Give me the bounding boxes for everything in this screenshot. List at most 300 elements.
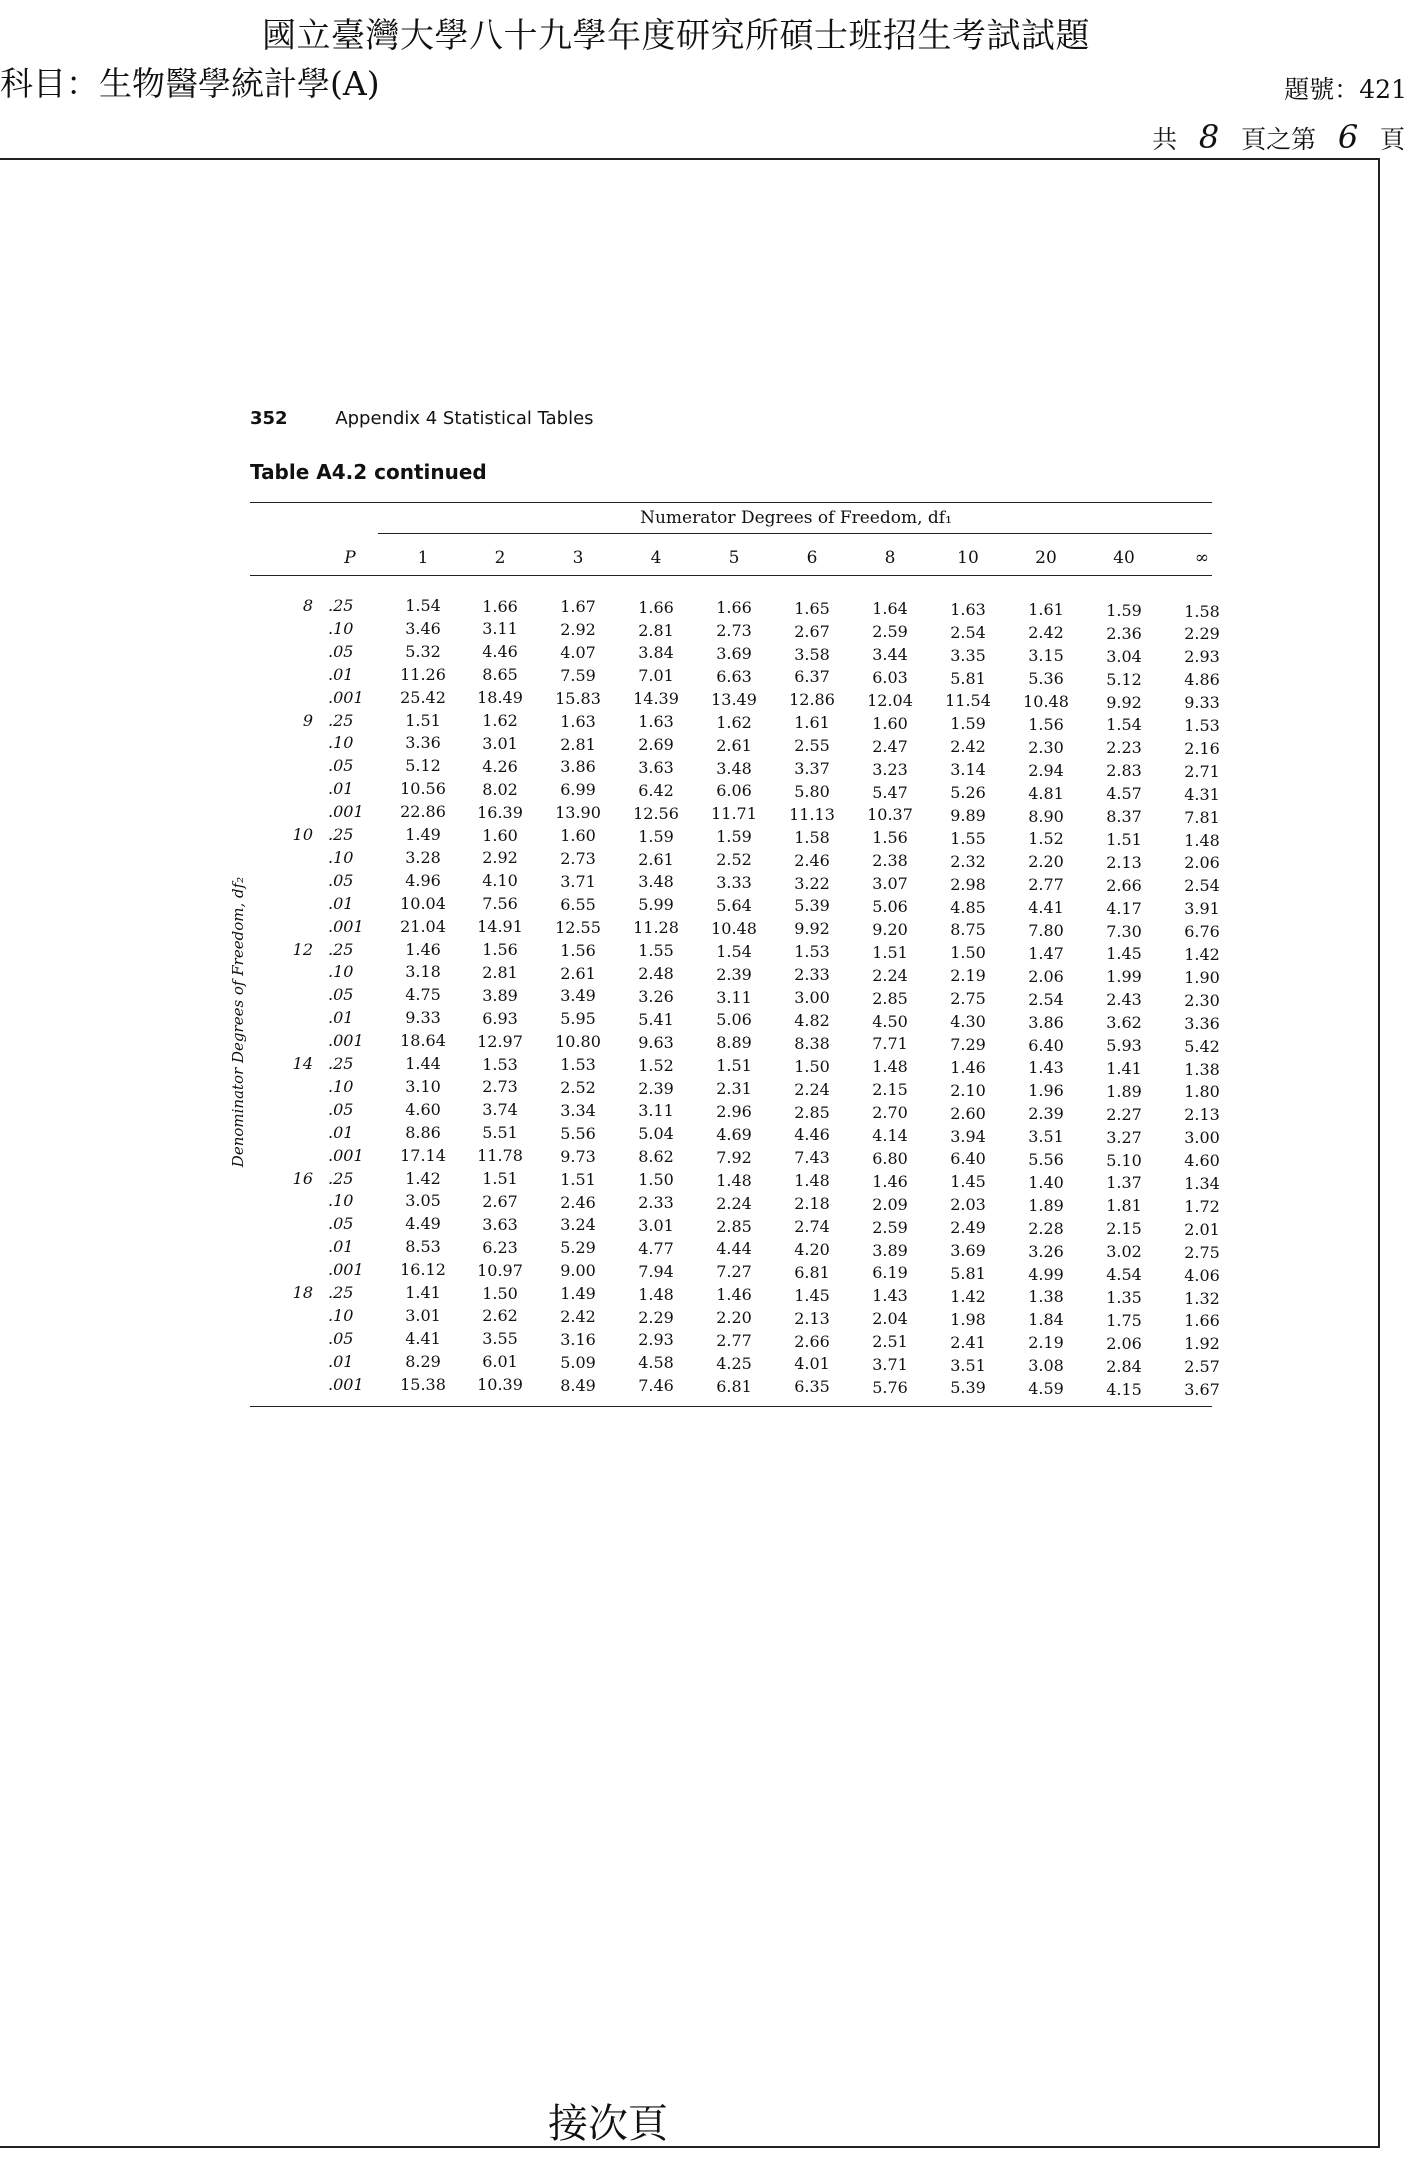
f-value-cell: 2.59 xyxy=(872,622,908,642)
f-value-cell: 2.46 xyxy=(560,1192,596,1212)
f-value-cell: 16.12 xyxy=(400,1260,446,1280)
f-value-cell: 1.66 xyxy=(482,596,518,616)
f-value-cell: 3.51 xyxy=(1028,1127,1064,1147)
f-value-cell: 6.40 xyxy=(1028,1035,1064,1055)
f-value-cell: 11.26 xyxy=(400,664,446,684)
f-value-cell: 5.93 xyxy=(1106,1036,1142,1056)
f-value-cell: 2.03 xyxy=(950,1195,986,1215)
df2-label: 14 xyxy=(292,1054,313,1073)
p-value: .001 xyxy=(328,1260,364,1280)
f-value-cell: 1.66 xyxy=(1184,1311,1220,1331)
f-value-cell: 14.39 xyxy=(633,689,679,709)
f-value-cell: 4.46 xyxy=(482,642,518,662)
f-value-cell: 2.13 xyxy=(1184,1105,1220,1125)
table-bottom-rule xyxy=(250,1406,1212,1407)
f-value-cell: 6.06 xyxy=(716,781,752,801)
f-value-cell: 4.99 xyxy=(1028,1264,1064,1284)
f-value-cell: 6.81 xyxy=(716,1376,752,1396)
f-value-cell: 1.56 xyxy=(560,940,596,960)
f-value-cell: 2.61 xyxy=(716,735,752,755)
f-value-cell: 4.82 xyxy=(794,1010,830,1030)
f-value-cell: 1.41 xyxy=(1106,1058,1142,1078)
numerator-spanner: Numerator Degrees of Freedom, df₁ xyxy=(640,508,952,528)
f-value-cell: 1.66 xyxy=(716,598,752,618)
f-value-cell: 1.58 xyxy=(794,827,830,847)
f-value-cell: 2.27 xyxy=(1106,1104,1142,1124)
f-value-cell: 1.48 xyxy=(794,1171,830,1191)
f-value-cell: 1.89 xyxy=(1028,1195,1064,1215)
f-value-cell: 2.48 xyxy=(638,964,674,984)
f-value-cell: 3.86 xyxy=(560,757,596,777)
f-value-cell: 2.81 xyxy=(482,962,518,982)
f-value-cell: 25.42 xyxy=(400,687,446,707)
column-header-df1: 40 xyxy=(1113,548,1135,568)
f-value-cell: 2.49 xyxy=(950,1218,986,1238)
f-value-cell: 17.14 xyxy=(400,1145,446,1165)
f-value-cell: 2.04 xyxy=(872,1309,908,1329)
f-value-cell: 1.51 xyxy=(560,1169,596,1189)
f-value-cell: 3.01 xyxy=(638,1215,674,1235)
f-value-cell: 1.81 xyxy=(1106,1196,1142,1216)
f-value-cell: 3.24 xyxy=(560,1215,596,1235)
p-value: .25 xyxy=(328,1168,354,1188)
f-value-cell: 2.94 xyxy=(1028,760,1064,780)
f-value-cell: 3.84 xyxy=(638,643,674,663)
f-value-cell: 4.30 xyxy=(950,1012,986,1032)
f-value-cell: 1.59 xyxy=(1106,600,1142,620)
page-info xyxy=(1152,118,1405,156)
f-value-cell: 10.80 xyxy=(555,1032,601,1052)
f-value-cell: 13.90 xyxy=(555,803,601,823)
f-value-cell: 9.20 xyxy=(872,919,908,939)
p-value: .05 xyxy=(328,870,354,890)
p-value: .001 xyxy=(328,1145,364,1165)
f-value-cell: 1.54 xyxy=(405,596,441,615)
f-value-cell: 1.51 xyxy=(1106,829,1142,849)
f-value-cell: 2.20 xyxy=(716,1308,752,1328)
f-value-cell: 1.72 xyxy=(1184,1196,1220,1216)
f-value-cell: 7.59 xyxy=(560,665,596,685)
f-value-cell: 7.01 xyxy=(638,666,674,686)
f-value-cell: 1.48 xyxy=(638,1284,674,1304)
f-value-cell: 22.86 xyxy=(400,802,446,822)
f-value-cell: 5.99 xyxy=(638,895,674,915)
f-value-cell: 4.14 xyxy=(872,1126,908,1145)
column-header-df1: 6 xyxy=(806,548,818,568)
f-value-cell: 3.01 xyxy=(482,733,518,753)
f-value-cell: 4.77 xyxy=(638,1238,674,1258)
f-value-cell: 3.23 xyxy=(872,759,908,779)
f-value-cell: 1.51 xyxy=(872,942,908,962)
f-value-cell: 6.37 xyxy=(794,667,830,687)
f-value-cell: 3.74 xyxy=(482,1100,518,1120)
f-value-cell: 4.10 xyxy=(482,871,518,891)
f-value-cell: 3.63 xyxy=(638,757,674,777)
book-running-title: Appendix 4 Statistical Tables xyxy=(335,408,594,429)
f-value-cell: 16.39 xyxy=(477,802,523,822)
f-value-cell: 2.24 xyxy=(872,965,908,985)
table-top-rule xyxy=(250,502,1212,503)
column-header-df1: 1 xyxy=(417,548,429,568)
f-value-cell: 6.03 xyxy=(872,668,908,687)
f-value-cell: 2.93 xyxy=(1184,647,1220,667)
f-value-cell: 15.83 xyxy=(555,688,601,708)
f-value-cell: 8.86 xyxy=(405,1122,441,1142)
f-value-cell: 6.81 xyxy=(794,1262,830,1282)
f-value-cell: 1.51 xyxy=(405,710,441,730)
f-value-cell: 1.52 xyxy=(1028,829,1064,849)
f-value-cell: 5.39 xyxy=(794,896,830,916)
f-value-cell: 5.32 xyxy=(405,641,441,661)
f-value-cell: 1.96 xyxy=(1028,1081,1064,1101)
f-value-cell: 1.54 xyxy=(1106,715,1142,735)
f-value-cell: 1.42 xyxy=(1184,945,1220,964)
f-value-cell: 1.56 xyxy=(1028,714,1064,734)
f-value-cell: 1.60 xyxy=(560,826,596,846)
f-value-cell: 8.38 xyxy=(794,1033,830,1053)
f-value-cell: 4.25 xyxy=(716,1353,752,1373)
f-value-cell: 11.54 xyxy=(945,691,991,711)
f-value-cell: 5.56 xyxy=(560,1123,596,1143)
f-value-cell: 7.81 xyxy=(1184,807,1220,827)
p-value: .10 xyxy=(328,1076,354,1096)
f-value-cell: 5.76 xyxy=(872,1377,908,1397)
f-value-cell: 2.41 xyxy=(950,1332,986,1352)
f-value-cell: 2.32 xyxy=(950,851,986,871)
f-value-cell: 8.49 xyxy=(560,1375,596,1395)
f-value-cell: 3.67 xyxy=(1184,1380,1220,1400)
f-value-cell: 5.06 xyxy=(716,1010,752,1030)
f-value-cell: 11.71 xyxy=(711,804,757,824)
f-value-cell: 1.50 xyxy=(794,1056,830,1076)
p-value: .05 xyxy=(328,756,354,776)
f-value-cell: 2.67 xyxy=(482,1191,518,1211)
f-value-cell: 1.49 xyxy=(560,1284,596,1304)
f-value-cell: 3.71 xyxy=(560,871,596,891)
df2-label: 8 xyxy=(302,596,313,615)
f-value-cell: 2.30 xyxy=(1028,737,1064,757)
f-value-cell: 1.56 xyxy=(872,828,908,848)
f-value-cell: 7.46 xyxy=(638,1376,674,1396)
f-value-cell: 3.00 xyxy=(1184,1128,1220,1148)
f-value-cell: 3.36 xyxy=(1184,1013,1220,1033)
f-value-cell: 3.27 xyxy=(1106,1127,1142,1147)
f-value-cell: 2.54 xyxy=(1028,989,1064,1009)
f-value-cell: 4.17 xyxy=(1106,898,1142,918)
f-value-cell: 8.89 xyxy=(716,1033,752,1053)
f-value-cell: 5.12 xyxy=(1106,669,1142,689)
f-value-cell: 7.94 xyxy=(638,1261,674,1281)
f-value-cell: 1.53 xyxy=(482,1054,518,1074)
f-value-cell: 1.58 xyxy=(1184,601,1220,621)
f-value-cell: 7.71 xyxy=(872,1034,908,1054)
f-value-cell: 2.24 xyxy=(794,1079,830,1099)
f-value-cell: 2.42 xyxy=(560,1307,596,1326)
f-value-cell: 21.04 xyxy=(400,916,446,936)
f-value-cell: 2.30 xyxy=(1184,990,1220,1010)
f-value-cell: 1.62 xyxy=(716,712,752,732)
column-header-df1: 20 xyxy=(1035,548,1057,568)
p-value: .10 xyxy=(328,618,354,638)
f-value-cell: 1.48 xyxy=(872,1057,908,1077)
p-value: .01 xyxy=(328,1237,354,1257)
f-value-cell: 5.81 xyxy=(950,668,986,688)
f-value-cell: 6.76 xyxy=(1184,922,1220,942)
f-value-cell: 1.75 xyxy=(1106,1310,1142,1330)
f-value-cell: 4.44 xyxy=(716,1239,752,1259)
f-value-cell: 1.50 xyxy=(638,1170,674,1190)
f-value-cell: 3.69 xyxy=(950,1241,986,1261)
f-value-cell: 1.50 xyxy=(482,1283,518,1303)
f-value-cell: 7.43 xyxy=(794,1148,830,1168)
f-value-cell: 3.15 xyxy=(1028,646,1064,666)
f-value-cell: 4.20 xyxy=(794,1239,830,1259)
p-value: .01 xyxy=(328,779,354,799)
f-value-cell: 3.44 xyxy=(872,645,908,665)
f-value-cell: 8.62 xyxy=(638,1147,674,1167)
p-value: .001 xyxy=(328,1031,364,1051)
f-value-cell: 4.41 xyxy=(405,1328,441,1348)
f-value-cell: 2.19 xyxy=(1028,1333,1064,1353)
p-value: .05 xyxy=(328,985,354,1005)
f-value-cell: 10.37 xyxy=(867,805,913,825)
df2-label: 16 xyxy=(292,1168,313,1188)
f-value-cell: 18.64 xyxy=(400,1031,446,1051)
f-value-cell: 2.85 xyxy=(716,1216,752,1236)
f-value-cell: 3.89 xyxy=(872,1240,908,1260)
p-value: .01 xyxy=(328,664,354,684)
page-mid: 頁之第 xyxy=(1241,125,1317,154)
f-value-cell: 2.66 xyxy=(1106,875,1142,895)
f-value-cell: 3.49 xyxy=(560,986,596,1006)
f-value-cell: 6.19 xyxy=(872,1263,908,1283)
f-value-cell: 2.52 xyxy=(716,850,752,870)
f-value-cell: 2.92 xyxy=(482,848,518,868)
f-value-cell: 2.09 xyxy=(872,1194,908,1214)
f-value-cell: 3.08 xyxy=(1028,1356,1064,1376)
f-value-cell: 9.89 xyxy=(950,805,986,825)
f-value-cell: 3.51 xyxy=(950,1355,986,1375)
f-value-cell: 2.46 xyxy=(794,850,830,870)
f-value-cell: 2.10 xyxy=(950,1080,986,1100)
f-value-cell: 1.66 xyxy=(638,597,674,617)
f-value-cell: 1.53 xyxy=(1184,716,1220,735)
f-value-cell: 8.53 xyxy=(405,1237,441,1257)
f-value-cell: 2.01 xyxy=(1184,1219,1220,1239)
f-value-cell: 1.92 xyxy=(1184,1334,1220,1354)
f-value-cell: 2.57 xyxy=(1184,1357,1220,1377)
f-value-cell: 3.48 xyxy=(716,758,752,778)
f-value-cell: 1.45 xyxy=(1106,944,1142,964)
f-value-cell: 5.39 xyxy=(950,1378,986,1398)
f-value-cell: 2.55 xyxy=(794,736,830,756)
f-value-cell: 1.40 xyxy=(1028,1172,1064,1192)
f-value-cell: 5.10 xyxy=(1106,1150,1142,1170)
f-value-cell: 4.50 xyxy=(872,1011,908,1031)
f-value-cell: 11.28 xyxy=(633,918,679,938)
f-value-cell: 3.86 xyxy=(1028,1012,1064,1032)
f-value-cell: 1.35 xyxy=(1106,1287,1142,1307)
f-value-cell: 2.19 xyxy=(950,966,986,986)
f-value-cell: 1.62 xyxy=(482,711,518,731)
f-value-cell: 2.28 xyxy=(1028,1218,1064,1238)
p-value: .05 xyxy=(328,1328,354,1348)
f-value-cell: 1.55 xyxy=(950,828,986,848)
f-value-cell: 10.04 xyxy=(400,893,446,913)
f-value-cell: 4.41 xyxy=(1028,898,1064,918)
f-value-cell: 1.51 xyxy=(716,1056,752,1076)
f-value-cell: 2.33 xyxy=(638,1193,674,1213)
f-value-cell: 5.12 xyxy=(405,756,441,776)
f-value-cell: 9.92 xyxy=(1106,692,1142,712)
f-value-cell: 2.47 xyxy=(872,736,908,756)
book-header xyxy=(250,408,594,429)
f-value-cell: 2.77 xyxy=(1028,875,1064,895)
column-header-df1: 2 xyxy=(494,548,506,568)
f-value-cell: 12.56 xyxy=(633,803,679,823)
f-value-cell: 2.23 xyxy=(1106,738,1142,758)
f-value-cell: 12.97 xyxy=(477,1031,523,1051)
f-value-cell: 4.07 xyxy=(560,642,596,662)
f-value-cell: 3.10 xyxy=(405,1076,441,1096)
column-header-df1: 3 xyxy=(572,548,584,568)
f-value-cell: 1.52 xyxy=(638,1055,674,1075)
f-value-cell: 2.13 xyxy=(1106,852,1142,872)
f-value-cell: 2.61 xyxy=(560,963,596,983)
p-value: .10 xyxy=(328,1305,354,1325)
f-value-cell: 5.81 xyxy=(950,1263,986,1283)
f-value-cell: 3.05 xyxy=(405,1191,441,1211)
f-value-cell: 6.99 xyxy=(560,780,596,800)
df2-label: 12 xyxy=(292,939,313,959)
f-value-cell: 1.48 xyxy=(1184,830,1220,850)
f-value-cell: 3.71 xyxy=(872,1355,908,1374)
page-current: 6 xyxy=(1337,118,1359,156)
f-value-cell: 2.83 xyxy=(1106,761,1142,781)
question-number: 題號：421 xyxy=(1284,75,1407,104)
f-value-cell: 1.60 xyxy=(872,713,908,733)
f-value-cell: 1.45 xyxy=(794,1285,830,1305)
f-value-cell: 4.59 xyxy=(1028,1379,1064,1398)
p-value: .25 xyxy=(328,1283,354,1302)
f-value-cell: 10.56 xyxy=(400,779,446,799)
f-value-cell: 1.55 xyxy=(638,941,674,961)
f-value-cell: 2.81 xyxy=(560,734,596,754)
f-value-cell: 1.63 xyxy=(560,711,596,731)
f-value-cell: 10.48 xyxy=(1023,692,1069,711)
f-value-cell: 4.57 xyxy=(1106,784,1142,804)
f-value-cell: 1.38 xyxy=(1028,1287,1064,1307)
df2-label: 9 xyxy=(302,710,313,730)
column-header-df1: 5 xyxy=(728,548,740,568)
f-value-cell: 2.60 xyxy=(950,1103,986,1123)
f-value-cell: 2.39 xyxy=(1028,1104,1064,1124)
f-value-cell: 5.64 xyxy=(716,895,752,915)
f-value-cell: 2.16 xyxy=(1184,738,1220,758)
f-value-cell: 6.40 xyxy=(950,1149,986,1169)
f-value-cell: 1.50 xyxy=(950,943,986,963)
p-value: .10 xyxy=(328,733,354,753)
f-value-cell: 1.34 xyxy=(1184,1174,1220,1193)
f-value-cell: 2.18 xyxy=(794,1194,830,1214)
f-value-cell: 1.59 xyxy=(716,827,752,847)
f-value-cell: 2.15 xyxy=(1106,1219,1142,1239)
f-value-cell: 1.42 xyxy=(950,1286,986,1306)
f-value-cell: 2.70 xyxy=(872,1103,908,1123)
p-value: .25 xyxy=(328,939,354,959)
f-value-cell: 4.01 xyxy=(794,1354,830,1374)
f-value-cell: 3.26 xyxy=(638,986,674,1006)
f-value-cell: 3.35 xyxy=(950,645,986,665)
f-value-cell: 3.11 xyxy=(638,1101,674,1121)
f-value-cell: 4.26 xyxy=(482,756,518,776)
table-caption: Table A4.2 continued xyxy=(250,460,487,484)
f-value-cell: 2.29 xyxy=(1184,624,1220,644)
f-value-cell: 7.30 xyxy=(1106,921,1142,941)
f-value-cell: 12.04 xyxy=(867,690,913,710)
f-value-cell: 2.42 xyxy=(1028,623,1064,643)
f-value-cell: 9.33 xyxy=(405,1008,441,1028)
f-value-cell: 9.33 xyxy=(1184,693,1220,713)
f-value-cell: 3.02 xyxy=(1106,1242,1142,1262)
f-value-cell: 6.63 xyxy=(716,666,752,686)
spanner-rule xyxy=(378,533,1212,534)
f-value-cell: 4.69 xyxy=(716,1124,752,1144)
page-suffix: 頁 xyxy=(1379,125,1405,154)
f-value-cell: 2.33 xyxy=(794,965,830,985)
f-value-cell: 5.47 xyxy=(872,782,908,802)
f-value-cell: 1.51 xyxy=(482,1169,518,1189)
f-value-cell: 2.96 xyxy=(716,1102,752,1121)
f-value-cell: 7.56 xyxy=(482,894,518,914)
f-value-cell: 2.85 xyxy=(794,1102,830,1122)
f-value-cell: 9.00 xyxy=(560,1261,596,1281)
f-value-cell: 1.41 xyxy=(405,1283,441,1302)
f-value-cell: 8.02 xyxy=(482,779,518,799)
f-value-cell: 1.46 xyxy=(716,1285,752,1305)
f-value-cell: 8.75 xyxy=(950,920,986,940)
f-value-cell: 2.84 xyxy=(1106,1356,1142,1376)
f-value-cell: 9.92 xyxy=(794,919,830,939)
f-value-cell: 1.89 xyxy=(1106,1081,1142,1101)
f-value-cell: 5.41 xyxy=(638,1009,674,1029)
subject-line: 科目：生物醫學統計學(A) xyxy=(0,64,380,103)
f-value-cell: 1.61 xyxy=(1028,600,1064,620)
f-value-cell: 1.53 xyxy=(560,1055,596,1075)
p-value: .25 xyxy=(328,710,354,730)
f-value-cell: 3.89 xyxy=(482,985,518,1005)
f-value-cell: 6.93 xyxy=(482,1008,518,1028)
f-value-cell: 3.33 xyxy=(716,873,752,892)
f-value-cell: 1.80 xyxy=(1184,1082,1220,1102)
f-value-cell: 8.65 xyxy=(482,665,518,685)
f-value-cell: 2.38 xyxy=(872,851,908,871)
p-value: .25 xyxy=(328,1054,354,1073)
f-value-cell: 1.48 xyxy=(716,1170,752,1190)
f-value-cell: 1.46 xyxy=(872,1171,908,1191)
f-value-cell: 5.29 xyxy=(560,1238,596,1258)
f-value-cell: 4.46 xyxy=(794,1125,830,1145)
f-value-cell: 1.53 xyxy=(794,942,830,962)
f-value-cell: 12.55 xyxy=(555,917,601,937)
f-value-cell: 4.15 xyxy=(1106,1379,1142,1399)
f-value-cell: 4.96 xyxy=(405,870,441,890)
f-value-cell: 2.92 xyxy=(560,620,596,639)
f-value-cell: 2.73 xyxy=(560,849,596,868)
f-value-cell: 12.86 xyxy=(789,690,835,710)
f-value-cell: 2.13 xyxy=(794,1308,830,1328)
f-value-cell: 9.63 xyxy=(638,1032,674,1052)
